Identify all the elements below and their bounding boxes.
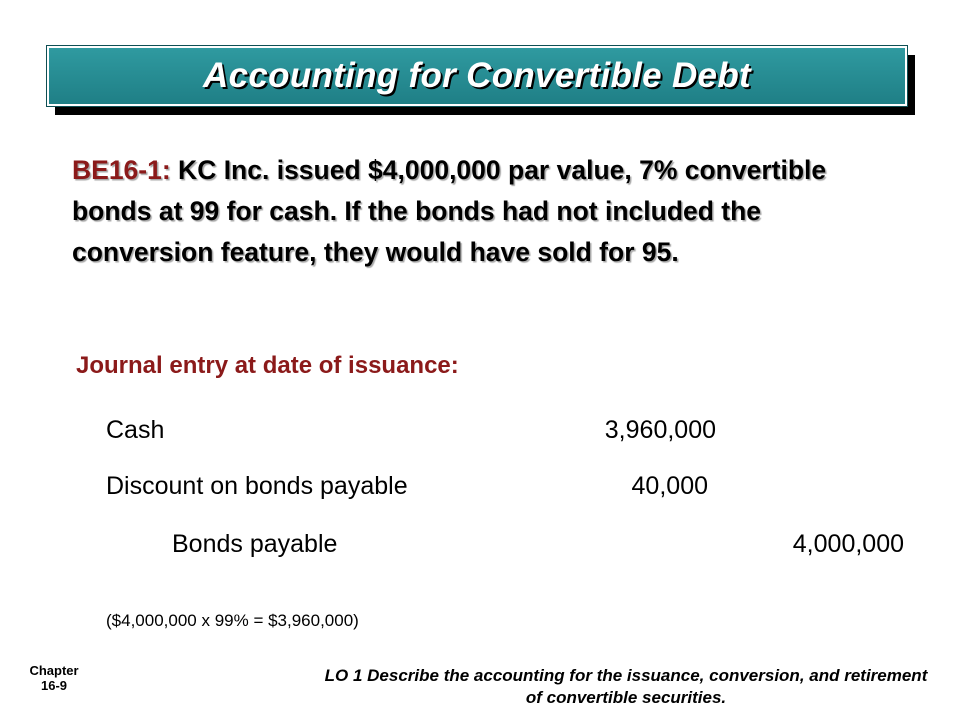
entry-account-bonds-payable: Bonds payable — [172, 530, 338, 558]
entry-debit-cash: 3,960,000 — [604, 416, 716, 444]
entry-debit-discount: 40,000 — [631, 472, 708, 500]
entry-account-discount: Discount on bonds payable — [106, 472, 408, 500]
chapter-line-2: 16-9 — [40, 678, 68, 693]
entry-credit-bonds-payable: 4,000,000 — [792, 530, 904, 558]
journal-heading: Journal entry at date of issuance: — [76, 352, 459, 379]
problem-statement — [72, 150, 892, 273]
slide-title: Accounting for Convertible Debt — [203, 56, 751, 95]
calculation-note: ($4,000,000 x 99% = $3,960,000) — [106, 611, 359, 630]
entry-account-cash: Cash — [106, 416, 165, 444]
problem-label: BE16-1: — [72, 155, 171, 185]
title-bar — [47, 46, 907, 106]
chapter-line-1: Chapter — [29, 663, 79, 678]
problem-text: KC Inc. issued $4,000,000 par value, 7% convertible bonds at 99 for cash. If the bonds had not included the conversion feature, they would have sold for 95. — [72, 155, 827, 267]
chapter-label — [28, 663, 80, 693]
learning-objective: LO 1 Describe the accounting for the issuance, conversion, and retirement of convertible securities. — [324, 666, 928, 707]
